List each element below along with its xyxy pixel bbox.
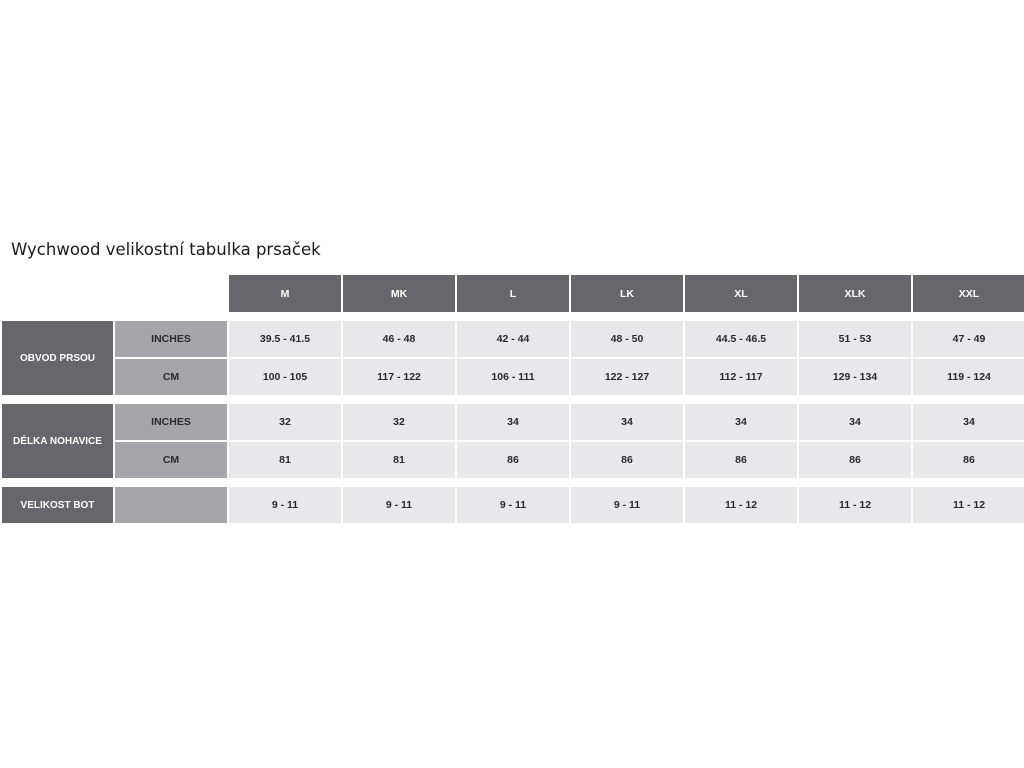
table-cell: 112 - 117: [685, 359, 797, 395]
table-cell: 86: [799, 442, 911, 478]
table-cell: 46 - 48: [343, 321, 455, 357]
table-cell: 81: [343, 442, 455, 478]
size-header-cell: M: [229, 275, 341, 312]
table-cell: 86: [685, 442, 797, 478]
table-cell: 32: [343, 404, 455, 440]
table-cell: 86: [571, 442, 683, 478]
size-header-cell: XL: [685, 275, 797, 312]
table-cell: 9 - 11: [229, 487, 341, 523]
table-cell: 34: [457, 404, 569, 440]
table-cell: 9 - 11: [571, 487, 683, 523]
table-cell: 9 - 11: [457, 487, 569, 523]
size-header-cell: MK: [343, 275, 455, 312]
unit-label: CM: [115, 442, 227, 478]
unit-label: CM: [115, 359, 227, 395]
table-cell: 34: [685, 404, 797, 440]
table-cell: 129 - 134: [799, 359, 911, 395]
table-cell: 47 - 49: [913, 321, 1024, 357]
table-cell: 34: [571, 404, 683, 440]
unit-label: INCHES: [115, 321, 227, 357]
table-cell: 117 - 122: [343, 359, 455, 395]
table-cell: 42 - 44: [457, 321, 569, 357]
table-cell: 11 - 12: [799, 487, 911, 523]
size-header-cell: XXL: [913, 275, 1024, 312]
table-cell: 34: [913, 404, 1024, 440]
table-cell: 32: [229, 404, 341, 440]
section-label: OBVOD PRSOU: [2, 321, 113, 395]
table-cell: 119 - 124: [913, 359, 1024, 395]
unit-label: INCHES: [115, 404, 227, 440]
unit-label: [115, 487, 227, 523]
table-cell: 11 - 12: [913, 487, 1024, 523]
table-cell: 86: [913, 442, 1024, 478]
table-cell: 39.5 - 41.5: [229, 321, 341, 357]
size-header-cell: XLK: [799, 275, 911, 312]
table-cell: 81: [229, 442, 341, 478]
page-title: Wychwood velikostní tabulka prsaček: [11, 240, 321, 259]
table-cell: 44.5 - 46.5: [685, 321, 797, 357]
table-cell: 106 - 111: [457, 359, 569, 395]
table-cell: 100 - 105: [229, 359, 341, 395]
table-cell: 122 - 127: [571, 359, 683, 395]
table-cell: 34: [799, 404, 911, 440]
section-label: VELIKOST BOT: [2, 487, 113, 523]
table-cell: 48 - 50: [571, 321, 683, 357]
section-label: DÉLKA NOHAVICE: [2, 404, 113, 478]
table-cell: 86: [457, 442, 569, 478]
table-cell: 9 - 11: [343, 487, 455, 523]
size-header-cell: L: [457, 275, 569, 312]
table-cell: 51 - 53: [799, 321, 911, 357]
size-header-cell: LK: [571, 275, 683, 312]
table-cell: 11 - 12: [685, 487, 797, 523]
